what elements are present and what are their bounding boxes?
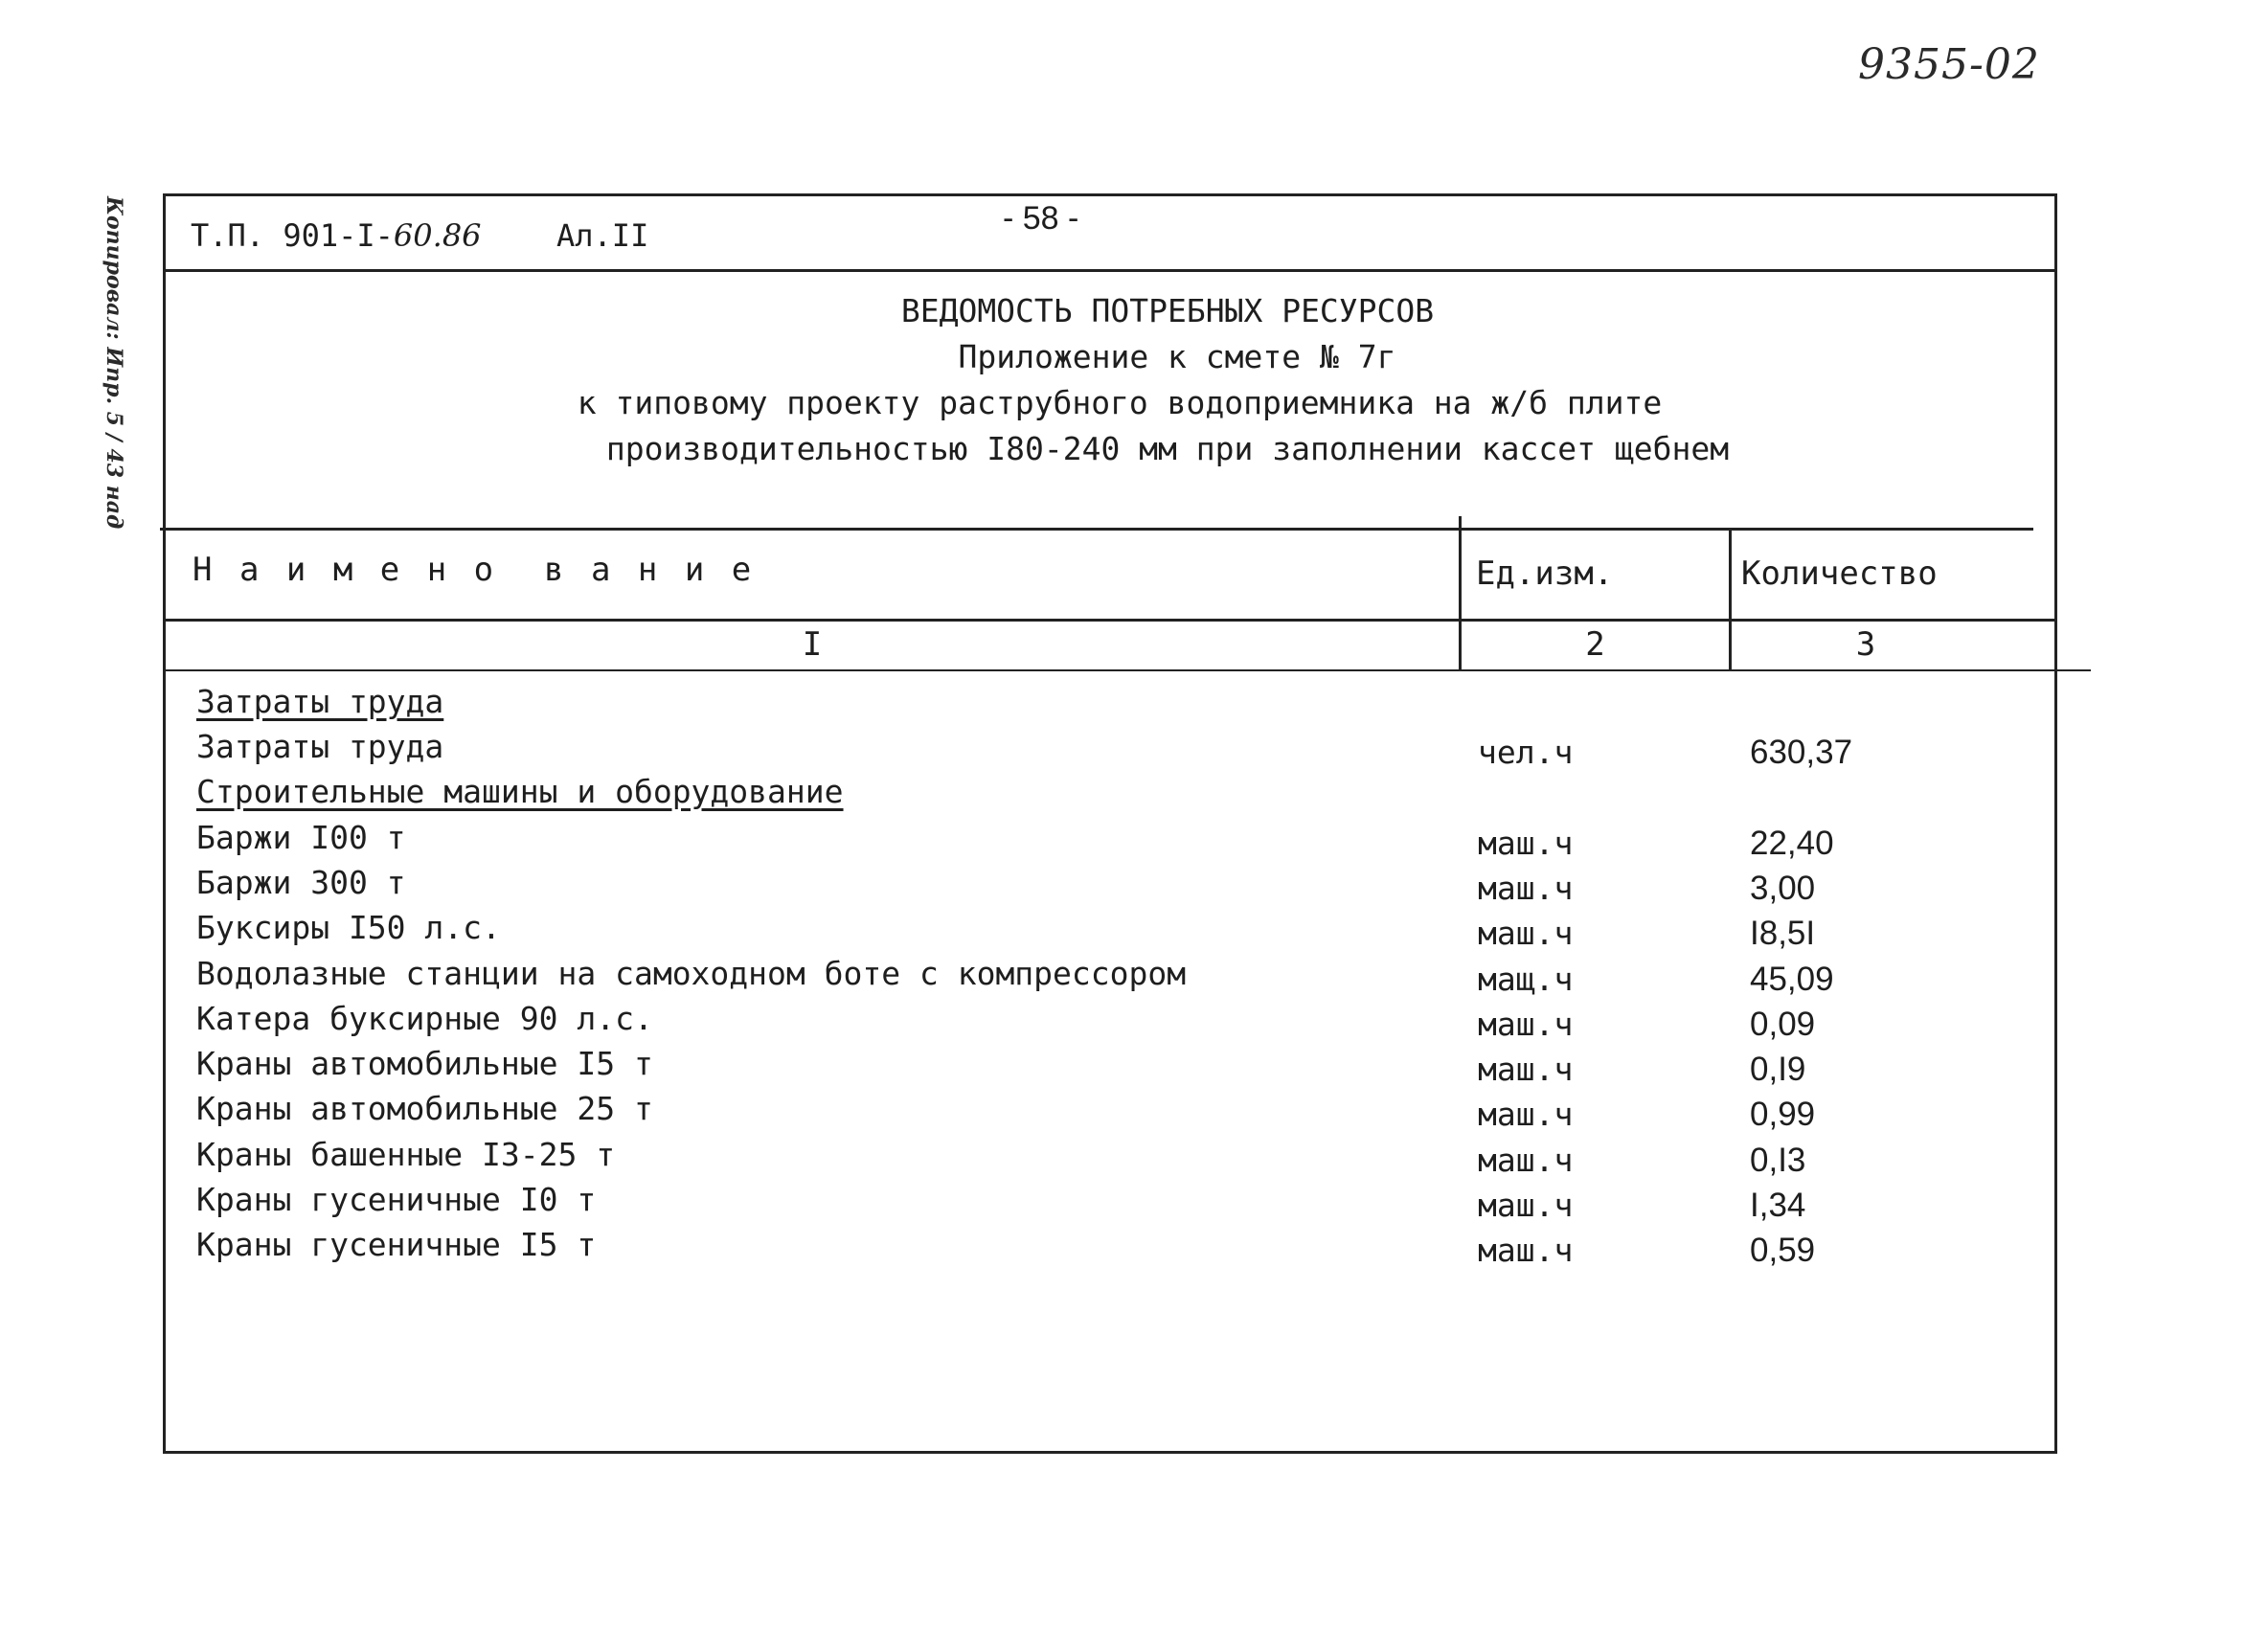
resource-unit: маш.ч bbox=[1478, 1006, 1574, 1043]
resource-quantity: 0,09 bbox=[1750, 1006, 1816, 1043]
resource-quantity: 22,40 bbox=[1750, 825, 1834, 862]
resource-quantity: 45,09 bbox=[1750, 961, 1834, 998]
doc-code-prefix: Т.П. 901-I- bbox=[191, 217, 394, 254]
resource-quantity: 0,99 bbox=[1750, 1096, 1816, 1133]
resource-name: Баржи 300 т bbox=[196, 864, 406, 901]
resource-quantity: 3,00 bbox=[1750, 870, 1816, 907]
header-row bbox=[166, 196, 2054, 272]
doc-code bbox=[191, 217, 482, 254]
resource-name: Краны башенные I3-25 т bbox=[196, 1136, 616, 1173]
resource-unit: маш.ч bbox=[1478, 1051, 1574, 1088]
resource-unit: маш.ч bbox=[1478, 1232, 1574, 1269]
resource-name: Краны автомобильные 25 т bbox=[196, 1090, 653, 1127]
resource-name: Краны гусеничные I5 т bbox=[196, 1226, 597, 1263]
header-quantity: Количество bbox=[1741, 554, 1938, 593]
resource-name: Краны автомобильные I5 т bbox=[196, 1045, 653, 1082]
handwritten-number: 9355-02 bbox=[1858, 40, 2040, 89]
resource-name: Затраты труда bbox=[196, 728, 444, 765]
table-top-rule bbox=[160, 528, 2033, 531]
resource-unit: маш.ч bbox=[1478, 1142, 1574, 1179]
resource-quantity: I,34 bbox=[1750, 1187, 1806, 1224]
resource-quantity: I8,5I bbox=[1750, 915, 1816, 952]
header-unit: Ед.изм. bbox=[1476, 554, 1614, 593]
section-heading: Затраты труда bbox=[196, 683, 444, 720]
numbers-bottom-rule bbox=[166, 669, 2091, 671]
resource-quantity: 630,37 bbox=[1750, 734, 1853, 771]
resource-quantity: 0,I3 bbox=[1750, 1142, 1806, 1179]
resource-name: Водолазные станции на самоходном боте с компрессором bbox=[196, 955, 1187, 992]
resource-unit: маш.ч bbox=[1478, 825, 1574, 862]
col-number-2: 2 bbox=[1585, 625, 1605, 664]
title-line-3: к типовому проекту раструбного водоприемника на ж/б плите bbox=[577, 384, 1663, 421]
resource-unit: мащ.ч bbox=[1478, 961, 1574, 998]
title-line-1: ВЕДОМОСТЬ ПОТРЕБНЫХ РЕСУРСОВ bbox=[900, 292, 1435, 329]
resource-quantity: 0,I9 bbox=[1750, 1051, 1806, 1088]
resource-name: Краны гусеничные I0 т bbox=[196, 1181, 597, 1218]
section-heading: Строительные машины и оборудование bbox=[196, 773, 844, 810]
title-line-4: производительностью I80-240 мм при заполнении кассет щебнем bbox=[605, 430, 1730, 467]
resource-unit: чел.ч bbox=[1478, 734, 1574, 771]
title-line-2: Приложение к смете № 7г bbox=[958, 338, 1396, 375]
resource-unit: маш.ч bbox=[1478, 915, 1574, 952]
resource-unit: маш.ч bbox=[1478, 1096, 1574, 1133]
resource-unit: маш.ч bbox=[1478, 870, 1574, 907]
margin-note-text: Копировал: Ипр. 5 / 43 над bbox=[102, 196, 126, 530]
document-frame bbox=[163, 193, 2057, 1454]
page-number: - 58 - bbox=[1003, 200, 1079, 237]
resource-quantity: 0,59 bbox=[1750, 1232, 1816, 1269]
col-number-3: 3 bbox=[1855, 625, 1876, 664]
album-label: Ал.II bbox=[556, 217, 649, 254]
margin-note bbox=[103, 196, 126, 541]
resource-name: Катера буксирные 90 л.с. bbox=[196, 1000, 653, 1037]
resource-unit: маш.ч bbox=[1478, 1187, 1574, 1224]
title-block bbox=[166, 288, 2054, 472]
resource-name: Баржи I00 т bbox=[196, 819, 406, 856]
header-bottom-rule bbox=[166, 619, 2057, 622]
header-name: Н а и м е н о в а н и е bbox=[193, 551, 756, 589]
resource-name: Буксиры I50 л.с. bbox=[196, 909, 501, 946]
doc-code-hand: 60.86 bbox=[393, 217, 482, 254]
col-number-1: I bbox=[802, 625, 823, 664]
